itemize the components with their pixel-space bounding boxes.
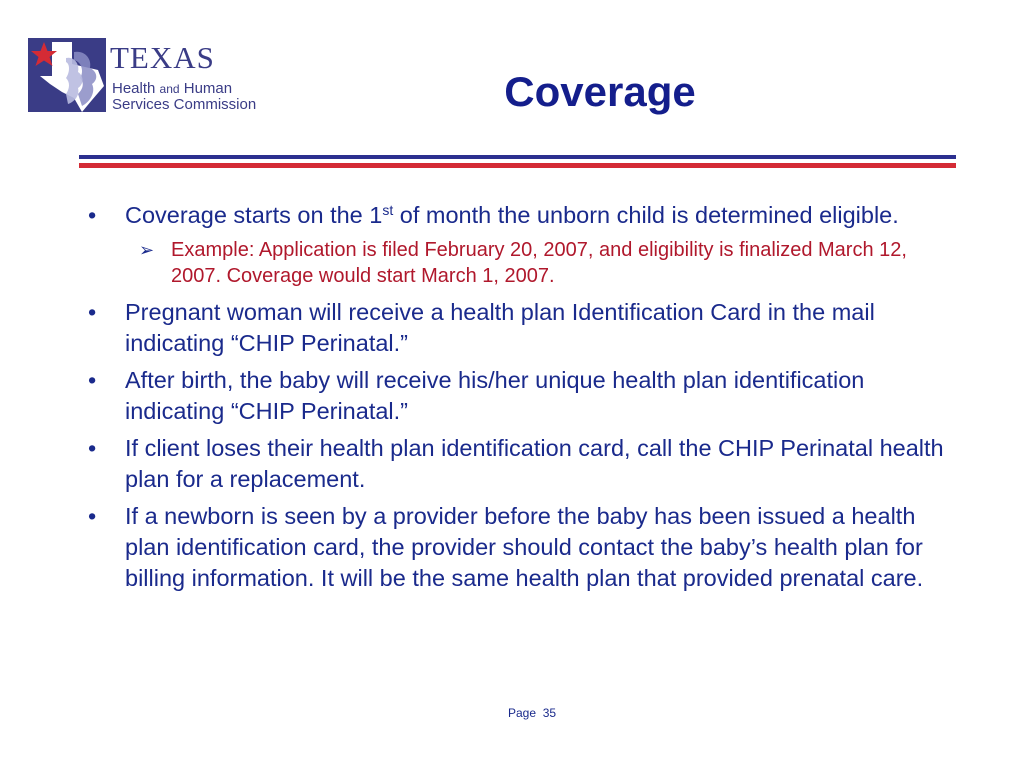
- bullet-dot: •: [88, 299, 97, 325]
- slide-title: Coverage: [504, 68, 696, 115]
- page-number-value: 35: [542, 706, 557, 720]
- bullet-5-text: If a newborn is seen by a provider before the baby has been issued a health plan identification card, the provider should contact the baby’s health plan for billing information. It will be the same health plan that provided prenatal care.: [125, 503, 924, 591]
- logo-and: and: [159, 82, 180, 96]
- logo-line-2: Services Commission: [112, 96, 257, 113]
- bullet-2-text: Pregnant woman will receive a health plan Identification Card in the mail indicating “CHIP Perinatal.”: [125, 299, 875, 356]
- bullet-item-1: [88, 200, 948, 231]
- texas-map-icon: [28, 36, 110, 116]
- page-number: [508, 706, 556, 720]
- logo-human: Human: [183, 80, 233, 97]
- bullet-dot: •: [88, 503, 97, 529]
- slide-body: [88, 200, 948, 600]
- bullet-item-5: [88, 501, 948, 594]
- bullet-item-2: [88, 297, 948, 359]
- bullet-3-text: After birth, the baby will receive his/her unique health plan identification indicating “CHIP Perinatal.”: [125, 367, 865, 424]
- page-label: Page: [508, 706, 537, 720]
- bullet-item-4: [88, 433, 948, 495]
- bullet-4-text: If client loses their health plan identification card, call the CHIP Perinatal health plan for a replacement.: [125, 435, 944, 492]
- bullet-1-text-b: of month the unborn child is determined eligible.: [393, 202, 899, 228]
- bullet-dot: •: [88, 202, 97, 228]
- divider-blue-line: [79, 155, 956, 159]
- bullet-1-text-a: Coverage starts on the 1: [125, 202, 383, 228]
- example-text: Example: Application is filed February 20, 2007, and eligibility is finalized March 12, 2007. Coverage would start March 1, 2007.: [171, 239, 907, 287]
- divider-red-line: [79, 163, 956, 168]
- logo-health: Health: [112, 80, 156, 97]
- bullet-dot: •: [88, 435, 97, 461]
- bullet-1-superscript: st: [382, 202, 394, 218]
- texas-hhsc-logo: [28, 36, 268, 116]
- bullet-dot: •: [88, 367, 97, 393]
- sub-bullet-example: [88, 237, 948, 289]
- arrow-bullet-icon: ➢: [139, 240, 155, 260]
- logo-texas-text: TEXAS: [110, 40, 215, 75]
- title-divider: [79, 155, 956, 169]
- bullet-item-3: [88, 365, 948, 427]
